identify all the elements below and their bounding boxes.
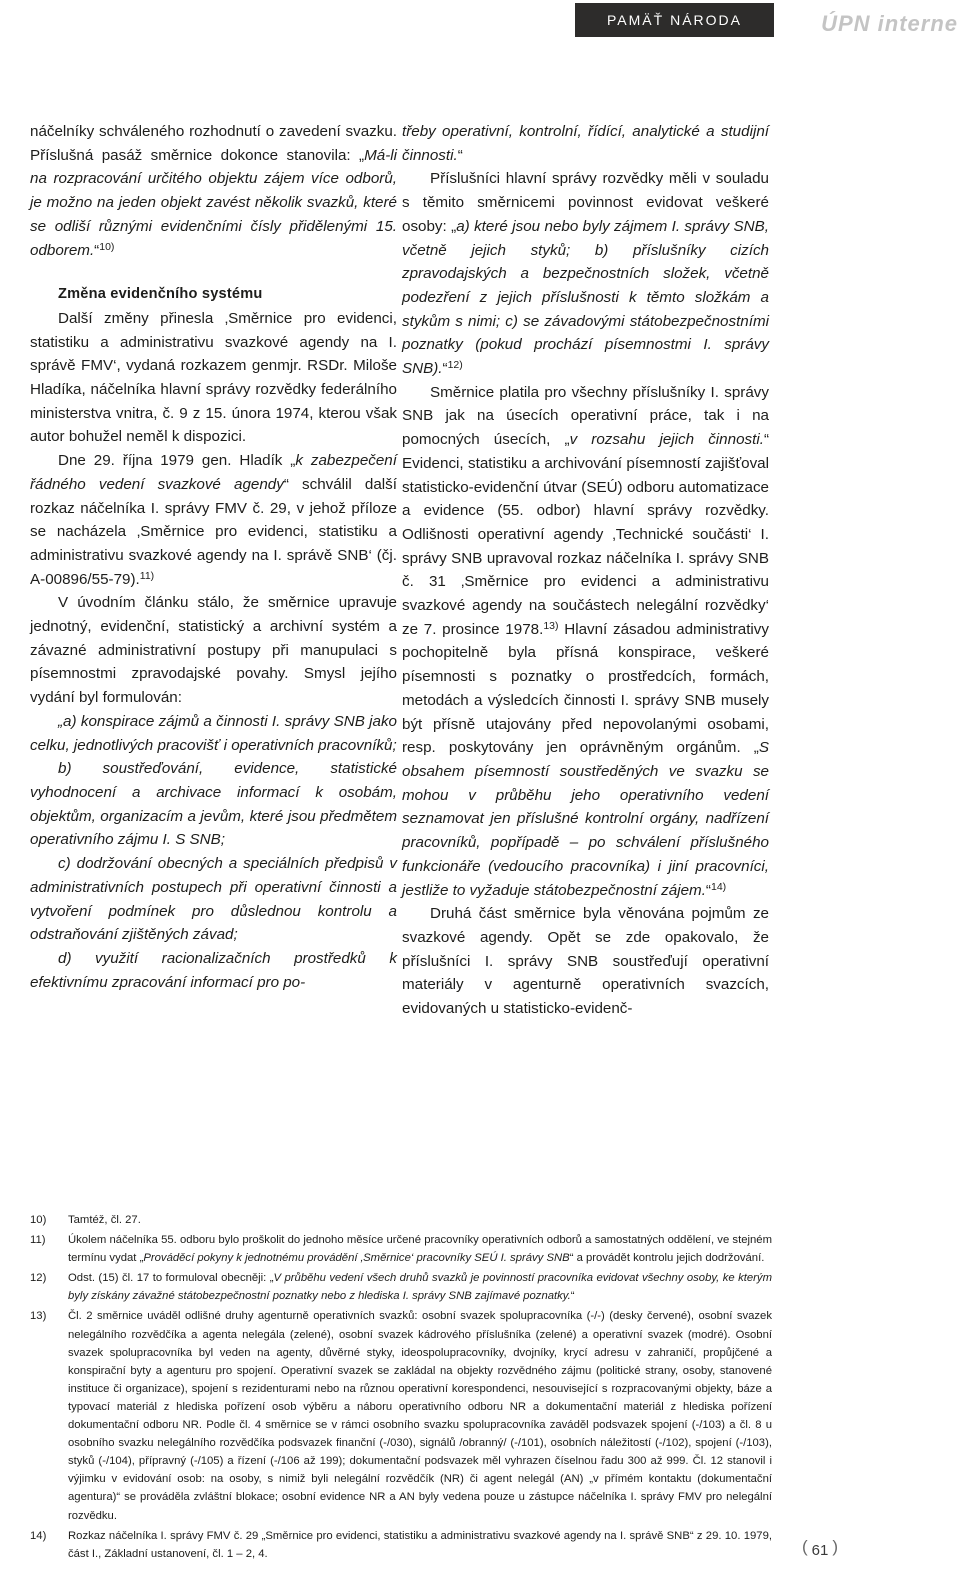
right-paragraph-3: Směrnice platila pro všechny příslušníky I. správy SNB jak na úsecích operativní práce, tak i na pomocných úsecích, „v rozsahu jejich činnosti.“ Evidenci, statistiku a archivování písemností zajišťoval statisticko-evidenční útvar (SEÚ) odboru automatizace a evidence (55. odbor) hlavní správy rozvědky. Odlišnosti operativní agendy ‚Technické součásti‘ I. správy SNB upravoval rozkaz náčelníka I. správy SNB č. 31 ‚Směrnice pro evidenci a administrativu svazkové agendy na součástech nelegální rozvědky‘ ze 7. prosince 1978.$^{13)}$ Hlavní zásadou administrativy pochopitelně byla přísná konspirace, veškeré písemnosti s poznatky o prostředcích, formách, metodách a výsledcích činnosti I. správy SNB musely být přísně utajovány před nepovolanými osobami, resp. poskytovány jen oprávněným orgánům. „S obsahem písemností soustředěných ve svazku se mohou v průběhu jeho operativního vedení seznamovat jen příslušné kontrolní orgány, nadřízení pracovníků, popřípadě – po schválení příslušného funkcionáře (vedoucího pracovníka) i jiní pracovníci, jestliže to vyžaduje státobezpečnostní zájem.“$^{14)}$ (402, 383, 769, 899)
page-number (800, 1532, 840, 1562)
footnote-ref-10[interactable]: 10) (99, 240, 115, 253)
section-heading: Změna evidenčního systému (58, 286, 263, 303)
header-section-tab: PAMÄŤ NÁRODA (575, 3, 774, 37)
left-paragraph-4: V úvodním článku stálo, že směrnice upravuje jednotný, evidenční, statistický a archivní systém a závazné administrativní postupy při manupulaci s písemnostmi zpravodajské povahy. Smysl jejího vydání byl formulován: (30, 594, 397, 707)
right-paragraph-1: třeby operativní, kontrolní, řídící, analytické a studijní činnosti.“ (402, 123, 769, 164)
right-paragraph-4: Druhá část směrnice byla věnována pojmům ze svazkové agendy. Opět se zde opakovalo, že příslušníci I. správy SNB soustřeďují operativní materiály v agenturně operativních svazcích, evidovaných u statisticko-evidenč- (402, 905, 769, 1018)
footnote-text: Odst. (15) čl. 17 to formuloval obecněji: „V průběhu vedení všech druhů svazků je povinností pracovníka evidovat všechny osoby, ke kterým byly získány závažné státobezpečnostní poznatky nebo z hlediska I. správy SNB zajímavé poznatky.“ (68, 1272, 772, 1303)
page-bracket-close: ) (832, 1537, 839, 1556)
left-paragraph-1: náčelníky schváleného rozhodnutí o zavedení svazku. Příslušná pasáž směrnice dokonce stanovila: „Má-li na rozpracování určitého objektu zájem více odborů, je možno na jeden objekt zavést několik svazků, které se odliší různými evidenčními čísly přidělenými 15. odborem.“$^{10)}$ (30, 123, 397, 259)
left-paragraph-2: Další změny přinesla ‚Směrnice pro evidenci, statistiku a administrativu svazkové agendy na I. správě FMV‘, vydaná rozkazem genmjr. RSDr. Miloše Hladíka, náčelníka hlavní správy rozvědky federálního ministerstva vnitra, č. 9 z 15. února 1974, kterou však autor bohužel neměl k dispozici. (30, 309, 397, 446)
footnote-text: Tamtéž, čl. 27. (68, 1214, 141, 1226)
footnote-ref-12[interactable]: 12) (447, 359, 463, 372)
quote-item-b: b) soustřeďování, evidence, statistické vyhodnocení a archivace informací k osobám, objektům, organizacím a jevům, které jsou předmětem operativního zájmu I. S SNB; (30, 760, 397, 849)
footnote-number: 13) (30, 1310, 47, 1323)
footnote-number: 12) (30, 1272, 47, 1285)
left-column (30, 120, 397, 994)
quote-item-c: c) dodržování obecných a speciálních předpisů v administrativních postupech při operativní činnosti a vytvoření podmínek pro důslednou kontrolu a odstraňování zjištěných závad; (30, 855, 397, 944)
footnote-ref-13[interactable]: 13) (543, 619, 559, 632)
left-paragraph-3: Dne 29. října 1979 gen. Hladík „k zabezpečení řádného vedení svazkové agendy“ schválil další rozkaz náčelníka I. správy FMV č. 29, v jehož příloze se nacházela ‚Směrnice pro evidenci, statistiku a administrativu svazkové agendy na I. správě SNB‘ (čj. A-00896/55-79).$^{11)}$ (30, 452, 397, 588)
footnote-ref-11[interactable]: 11) (139, 569, 155, 582)
footnote-text: Rozkaz náčelníka I. správy FMV č. 29 „Směrnice pro evidenci, statistiku a administrativu svazkové agendy na I. správě SNB“ z 29. 10. 1979, část I., Základní ustanovení, čl. 1 – 2, 4. (68, 1529, 772, 1560)
footnotes (30, 1211, 772, 1565)
page-number-value: 61 (811, 1541, 829, 1559)
quote-item-d: d) využití racionalizačních prostředků k efektivnímu zpracování informací pro po- (30, 949, 397, 991)
footnote-number: 14) (30, 1529, 47, 1542)
footnote-number: 11) (30, 1234, 46, 1247)
footnote-10 (30, 1211, 772, 1229)
footnote-text: Čl. 2 směrnice uváděl odlišné druhy agenturně operativních svazků: osobní svazek spolupracovníka (-/-) (desky červené), osobní svazek nelegálního rozvědčíka a agenta nelegála (zelené), osobní svazek kádrového příslušníka (zelené) a operativní svazek (modré). Osobní svazek spolupracovníka byl veden na agenty, důvěrné styky, ideospolupracovníky, dvojníky, krycí adresu v zahraničí, propůjčené a konspirační byty a agenturu pro spojení. Operativní svazek se zakládal na objekty rozvědného zájmu (politické strany, osoby, stanovené instituce či organizace), spojení s rezidenturami nebo na různou operativní korespondenci, nesouvisející s rozpracovanými objekty, báze a typovací materiál z hlediska pořízení osob výběru a náboru operativního odboru NR a dokumentační materiál z hlediska pořízení dokumentační odboru NR. Podle čl. 4 směrnice se v rámci osobního svazku spolupracovníka zaváděl podsvazek spojení (-/103) a čl. 8 u osobního svazku nelegálního rozvědčíka podsvazek finanční (-/030), signálů /obranný/ (-/101), osobních náležitostí (-/102), spojení (-/103), styků (-/104), přípravný (-/105) a řízení (-/106 až 199); dokumentační podsvazek měl vyhrazen číselnou řadu 300 až 999. Čl. 12 stanovil i výjimku v evidování osob: na osoby, s nimiž byli nelegální rozvědčík (NR) či agent nelegál (AN) „v přímém kontaktu (dokumentační agentura)“ se prováděla zvláštní blokace; osobní evidence NR a AN byly vedena pouze u zástupce náčelníka I. správy FMV pro nelegální rozvědku. (68, 1310, 772, 1522)
footnote-ref-14[interactable]: 14) (710, 880, 727, 893)
right-paragraph-2: Příslušníci hlavní správy rozvědky měli v souladu s těmito směrnicemi povinnost evidovat veškeré osoby: „a) které jsou nebo byly zájmem I. správy SNB, včetně jejich styků; b) příslušníky cizích zpravodajských a bezpečnostních složek, včetně podezření z jejich příslušnosti k těmto složkám a stykům s nimi; c) se závadovými státobezpečnostními poznatky (pokud prochází písemnostmi I. správy SNB).“$^{12)}$ (402, 170, 769, 378)
page-bracket-open: ( (801, 1537, 808, 1556)
header-brand-logo: ÚPN interne (821, 11, 958, 36)
right-column (402, 120, 769, 1021)
footnote-12 (30, 1269, 772, 1305)
footnote-number: 10) (30, 1214, 47, 1226)
footnote-text: Úkolem náčelníka 55. odboru bylo proškolit do jednoho měsíce určené pracovníky operativních odborů a samostatných oddělení, ve stejném termínu vydat „Prováděcí pokyny k jednotnému provádění ‚Směrnice‘ pracovníky SEÚ I. správy SNB“ a provádět kontrolu jejich dodržování. (68, 1234, 772, 1265)
footnote-13 (30, 1307, 772, 1524)
footnote-14 (30, 1527, 772, 1563)
quote-item-a: „a) konspirace zájmů a činnosti I. správy SNB jako celku, jednotlivých pracovišť i operativních pracovníků; (30, 712, 397, 754)
footnote-11 (30, 1231, 772, 1267)
